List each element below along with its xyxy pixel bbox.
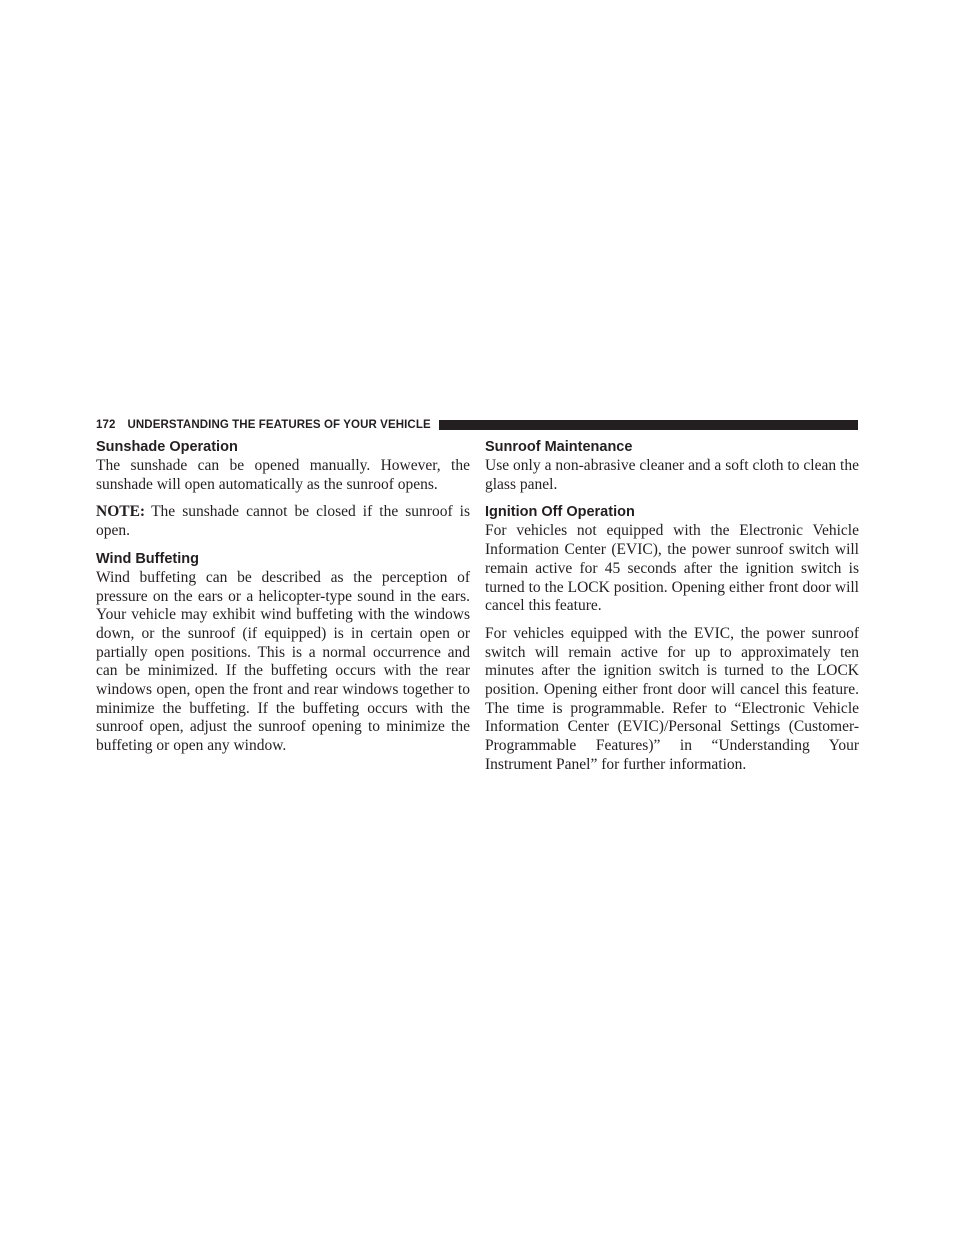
sunshade-operation-text: The sunshade can be opened manually. However, the sunshade will open automatically as the sunroof opens. — [96, 457, 470, 493]
sunroof-maintenance-text: Use only a non-abrasive cleaner and a soft cloth to clean the glass panel. — [485, 457, 859, 493]
wind-buffeting-heading: Wind Buffeting — [96, 550, 199, 567]
header-rule — [439, 420, 858, 430]
ignition-off-text-2: For vehicles equipped with the EVIC, the power sunroof switch will remain active for up to approximately ten minutes after the ignition switch is turned to the LOCK position. Opening either front door will cancel this feature. The time is programmable. Refer to “Electronic Vehicle Information Center (EVIC)/Personal Settings (Customer-Programmable Features)” in “Understanding Your Instrument Panel” for further information. — [485, 624, 859, 773]
page-header — [96, 417, 858, 433]
note-label: NOTE: — [96, 503, 146, 521]
ignition-off-text-1: For vehicles not equipped with the Electronic Vehicle Information Center (EVIC), the power sunroof switch will remain active for 45 seconds after the ignition switch is turned to the LOCK position. Opening either front door will cancel this feature. — [485, 522, 859, 615]
chapter-title: UNDERSTANDING THE FEATURES OF YOUR VEHICLE — [127, 419, 431, 431]
note-text: The sunshade cannot be closed if the sunroof is open. — [96, 503, 470, 540]
sunroof-maintenance-heading: Sunroof Maintenance — [485, 439, 633, 455]
left-column — [96, 438, 470, 756]
wind-buffeting-text: Wind buffeting can be described as the perception of pressure on the ears or a helicopter-type sound in the ears. Your vehicle may exhibit wind buffeting with the windows down, or the sunroof (if equipped) is in certain open or partially open positions. This is a normal occurrence and can be minimized. If the buffeting occurs with the rear windows open, open the front and rear windows together to minimize the buffeting. If the buffeting occurs with the sunroof open, adjust the sunroof opening to minimize the buffeting or open any window. — [96, 568, 470, 755]
ignition-off-heading: Ignition Off Operation — [485, 504, 635, 521]
page-number: 172 — [96, 419, 116, 431]
right-column — [485, 438, 859, 775]
note-paragraph — [96, 503, 470, 540]
sunshade-operation-heading: Sunshade Operation — [96, 439, 238, 455]
